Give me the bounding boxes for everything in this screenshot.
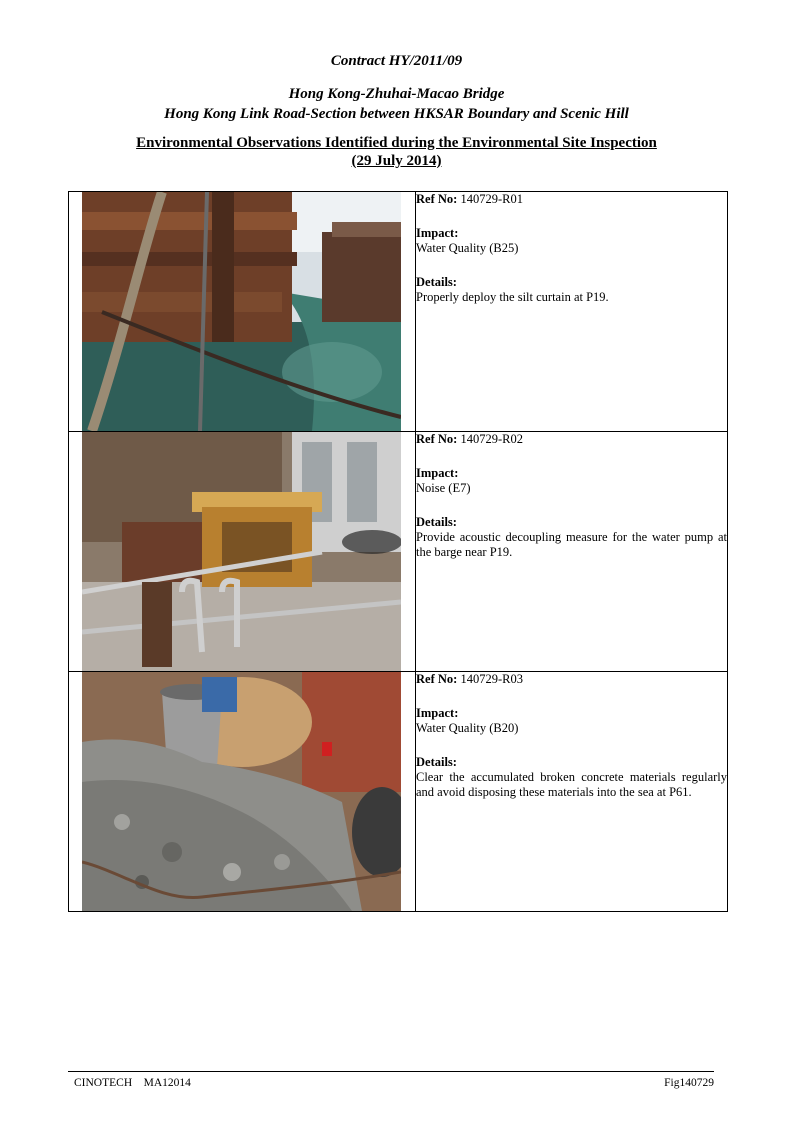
page-title-line1: Environmental Observations Identified during the Environmental Site Inspection xyxy=(136,135,657,151)
document-header xyxy=(0,52,793,170)
details-value: Clear the accumulated broken concrete materials regularly and avoid disposing these materials into the sea at P61. xyxy=(416,770,727,799)
contract-number: Contract HY/2011/09 xyxy=(330,53,463,69)
impact-value: Noise (E7) xyxy=(416,481,471,495)
footer-figure-number: Fig140729 xyxy=(664,1077,714,1089)
details-label: Details: xyxy=(416,515,457,529)
impact-label: Impact: xyxy=(416,226,459,240)
table-row xyxy=(69,672,728,912)
ref-no-value: 140729-R02 xyxy=(460,432,523,446)
ref-no-line xyxy=(416,672,727,687)
photo-cell xyxy=(69,192,416,432)
ref-no-value: 140729-R01 xyxy=(460,192,523,206)
project-title-line1: Hong Kong-Zhuhai-Macao Bridge xyxy=(288,86,505,102)
ref-no-label: Ref No: xyxy=(416,672,458,686)
details-value: Properly deploy the silt curtain at P19. xyxy=(416,290,609,304)
project-title-line2: Hong Kong Link Road-Section between HKSAR Boundary and Scenic Hill xyxy=(164,106,629,122)
table-row xyxy=(69,192,728,432)
impact-label: Impact: xyxy=(416,706,459,720)
details-label: Details: xyxy=(416,275,457,289)
impact-value: Water Quality (B25) xyxy=(416,241,519,255)
footer-company: CINOTECH MA12014 xyxy=(74,1077,191,1089)
ref-no-label: Ref No: xyxy=(416,192,458,206)
ref-no-label: Ref No: xyxy=(416,432,458,446)
observations-table xyxy=(68,191,728,912)
observation-details-cell xyxy=(416,192,728,432)
impact-value: Water Quality (B20) xyxy=(416,721,519,735)
ref-no-line xyxy=(416,192,727,207)
ref-no-value: 140729-R03 xyxy=(460,672,523,686)
table-row xyxy=(69,432,728,672)
ref-no-line xyxy=(416,432,727,447)
page-title xyxy=(0,134,793,170)
details-value: Provide acoustic decoupling measure for the water pump at the barge near P19. xyxy=(416,530,727,559)
impact-label: Impact: xyxy=(416,466,459,480)
photo-silt-curtain xyxy=(82,192,401,431)
photo-cell xyxy=(69,432,416,672)
project-title xyxy=(0,84,793,124)
details-label: Details: xyxy=(416,755,457,769)
page-title-date: (29 July 2014) xyxy=(351,153,442,169)
footer-divider xyxy=(68,1071,714,1072)
observation-details-cell xyxy=(416,672,728,912)
photo-cell xyxy=(69,672,416,912)
observation-details-cell xyxy=(416,432,728,672)
photo-water-pump xyxy=(82,432,401,671)
photo-broken-concrete xyxy=(82,672,401,911)
